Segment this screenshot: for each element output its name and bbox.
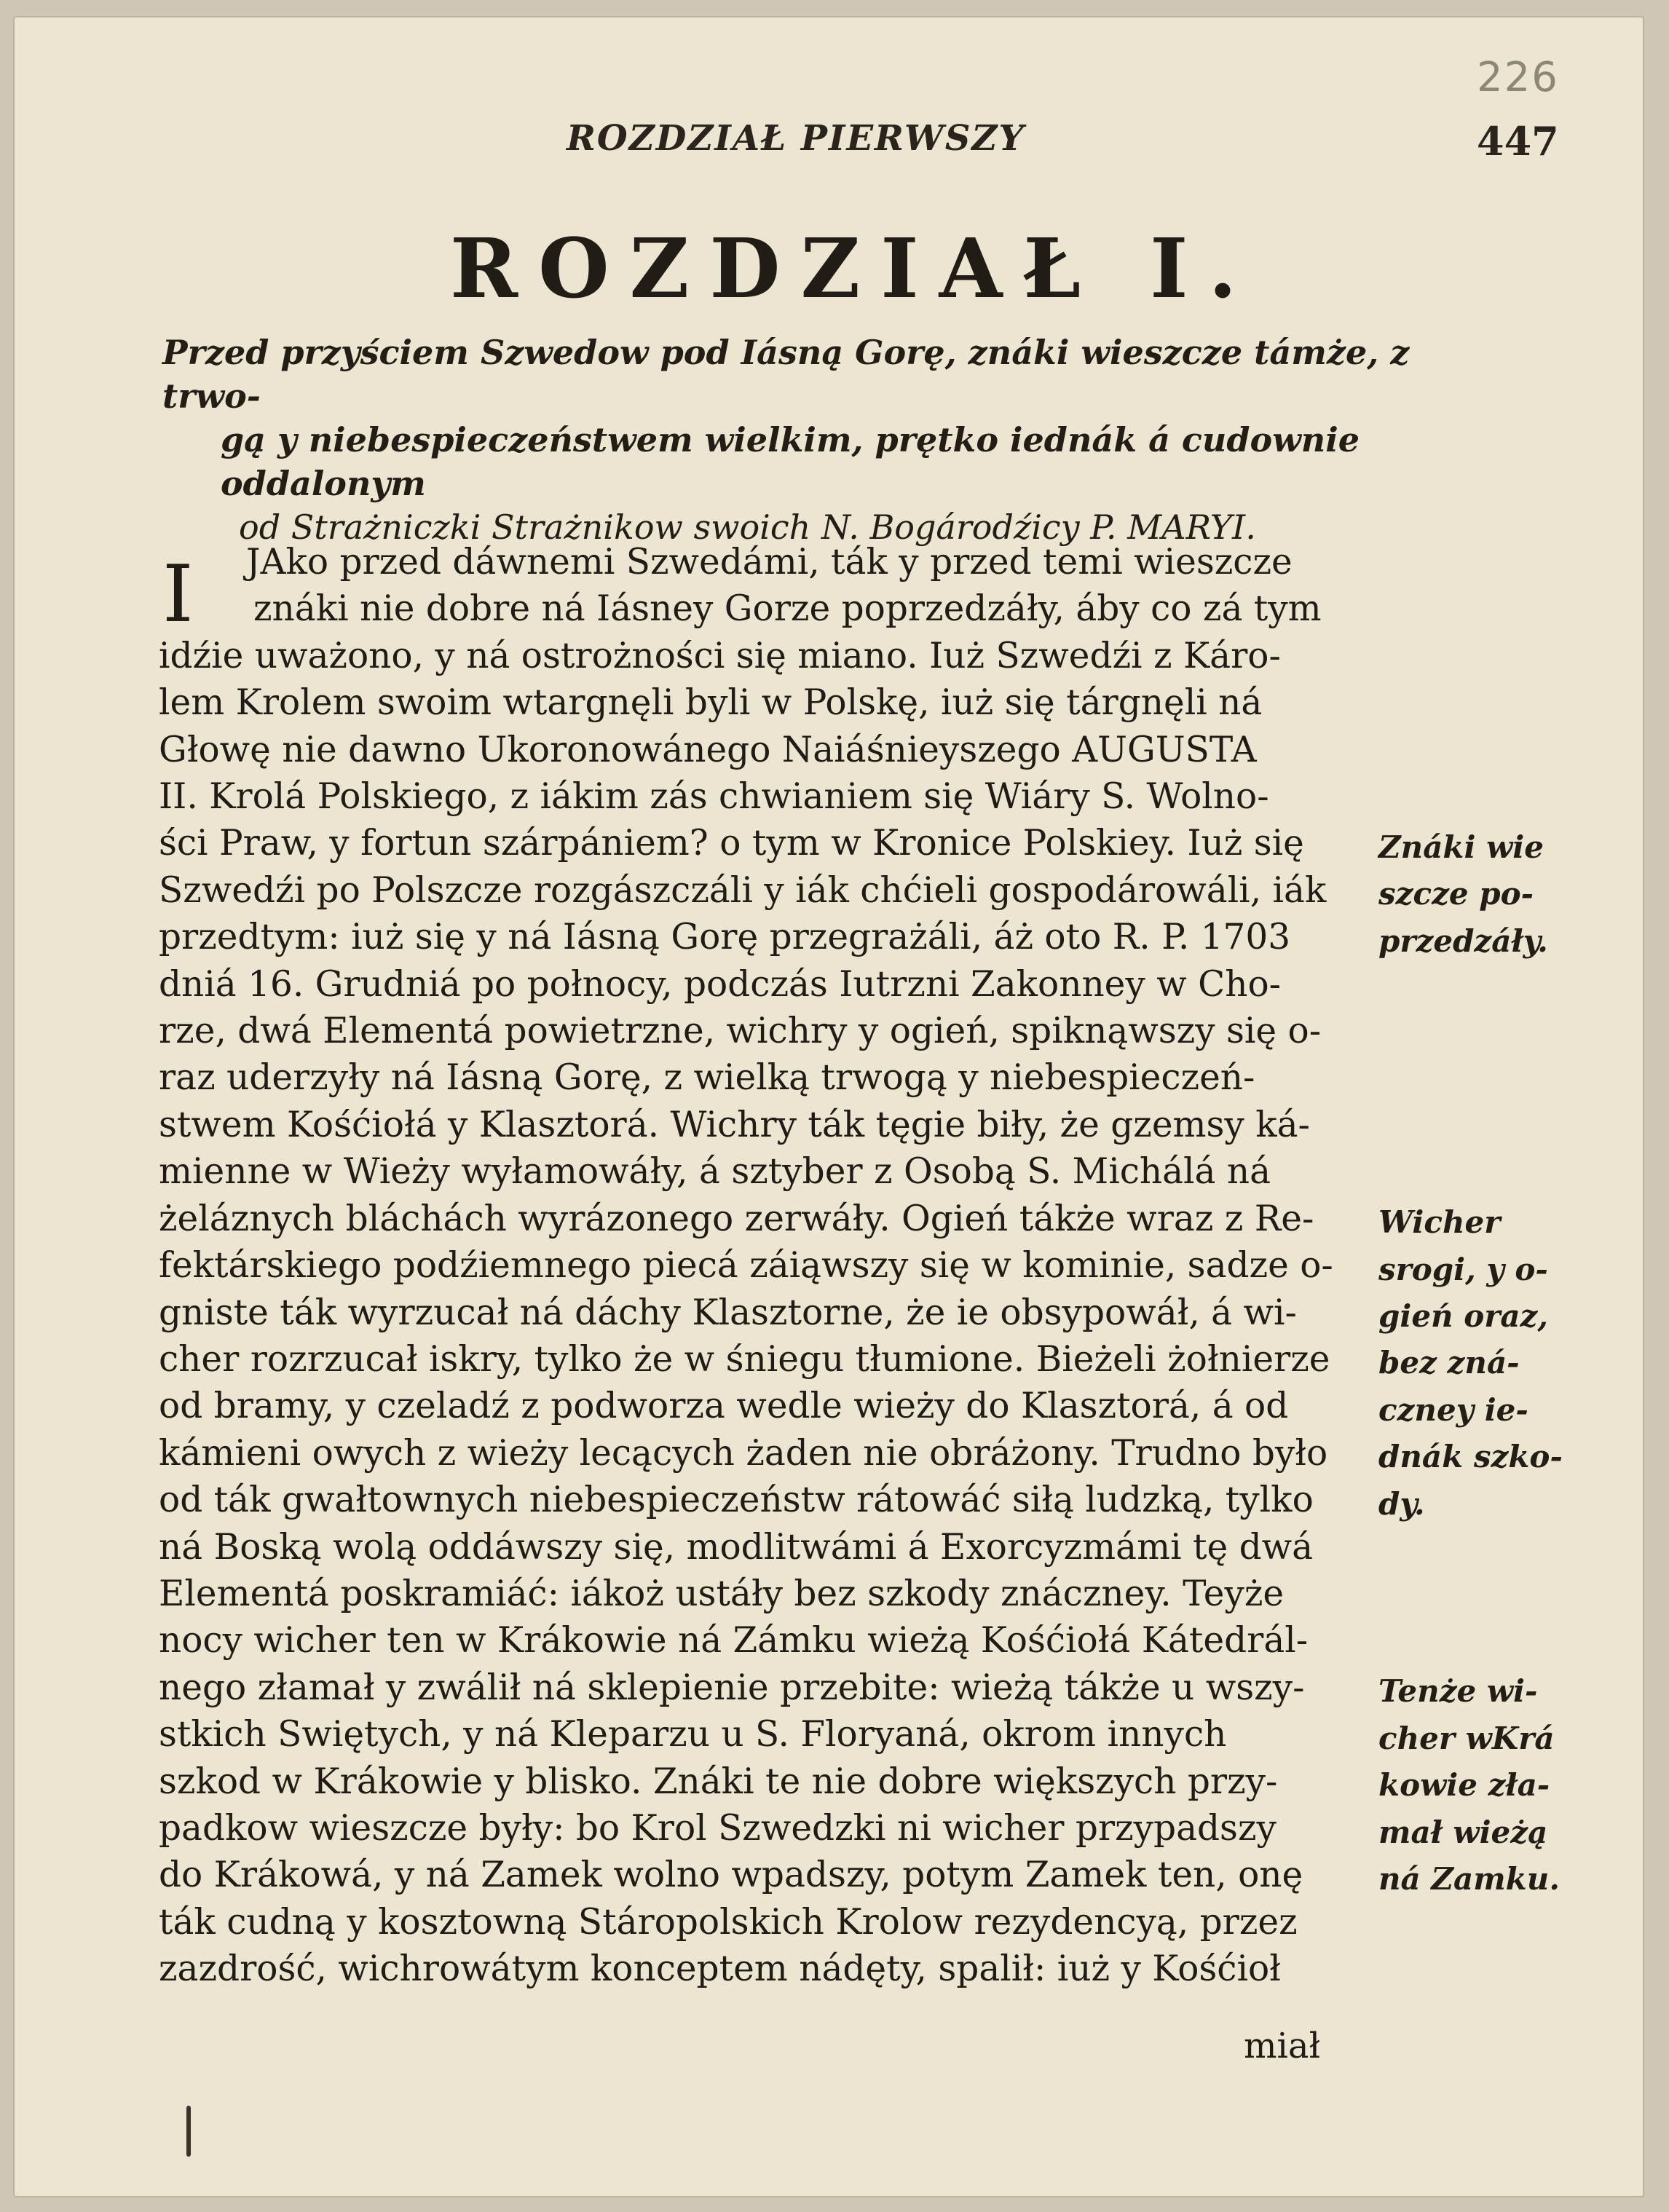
body-line: nocy wicher ten w Krákowie ná Zámku wieżą Kośćiołá Kátedrál- <box>159 1620 1309 1662</box>
body-line: cher rozrzucał iskry, tylko że w śniegu tłumione. Bieżeli żołnierze <box>159 1338 1330 1380</box>
summary-line: od Strażniczki Strażnikow swoich N. Bogárodźicy P. MARYI. <box>239 507 1256 547</box>
margin-note-line: przedzáły. <box>1378 923 1548 959</box>
margin-note-line <box>1378 1012 1582 1059</box>
margin-note-line <box>1378 965 1582 1011</box>
margin-note-line <box>1378 1622 1582 1668</box>
margin-note-line: ná Zamku. <box>1378 1860 1560 1897</box>
chapter-summary <box>162 331 1473 549</box>
chapter-title: ROZDZIAŁ I. <box>450 221 1258 317</box>
body-line: stwem Kośćiołá y Klasztorá. Wichry ták tęgie biły, że gzemsy ká- <box>159 1104 1310 1145</box>
summary-line: Przed przyściem Szwedow pod Iásną Gorę, znáki wieszcze támże, z trwo- <box>162 333 1410 416</box>
margin-note-line: bez zná- <box>1378 1345 1520 1381</box>
body-line: rze, dwá Elementá powietrzne, wichry y ogień, spiknąwszy się o- <box>159 1011 1322 1052</box>
margin-note-line: szcze po- <box>1378 876 1534 912</box>
catchword: miał <box>1244 2026 1321 2066</box>
ink-mark <box>186 2106 191 2157</box>
body-line: przedtym: iuż się y ná Iásną Gorę przegrażáli, áż oto R. P. 1703 <box>159 917 1291 958</box>
body-line: Głowę nie dawno Ukoronowánego Naiáśnieyszego AUGUSTA <box>159 729 1257 770</box>
body-line: zazdrość, wichrowátym konceptem nádęty, spalił: iuż y Kośćioł <box>159 1948 1281 1990</box>
body-line: mienne w Wieży wyłamowáły, á sztyber z Osobą S. Michálá ná <box>159 1151 1271 1193</box>
margin-note-line: dnák szko- <box>1378 1439 1563 1475</box>
margin-note-line: srogi, y o- <box>1378 1251 1548 1287</box>
body-line: gniste ták wyrzucał ná dáchy Klasztorne, że ie obsypowáł, á wi- <box>159 1292 1297 1333</box>
margin-note-line <box>1378 1575 1582 1622</box>
folio-number: 447 <box>1477 118 1559 165</box>
body-line: kámieni owych z wieży lecących żaden nie obráżony. Trudno było <box>159 1432 1328 1474</box>
margin-note-line: gień oraz, <box>1378 1298 1549 1335</box>
body-line: znáki nie dobre ná Iásney Gorze poprzedzáły, áby co zá tym <box>253 588 1322 630</box>
margin-note-line: Wicher <box>1378 1204 1501 1241</box>
body-line: lem Krolem swoim wtargnęli byli w Polskę, iuż się tárgnęli ná <box>159 682 1263 724</box>
margin-notes <box>1378 824 1582 1903</box>
pencil-page-number: 226 <box>1477 54 1559 101</box>
margin-note-line <box>1378 1528 1582 1574</box>
body-line: szkod w Krákowie y blisko. Znáki te nie dobre większych przy- <box>159 1761 1278 1802</box>
margin-note-line: Tenże wi- <box>1378 1673 1538 1710</box>
body-line: żeláznych bláchách wyrázonego zerwáły. Ogień tákże wraz z Re- <box>159 1198 1314 1239</box>
margin-note-line: dy. <box>1378 1485 1425 1522</box>
margin-note-line: mał wieżą <box>1378 1814 1548 1850</box>
body-line: od bramy, y czeladź z podworza wedle wieży do Klasztorá, á od <box>159 1386 1289 1427</box>
body-line: padkow wieszcze były: bo Krol Szwedzki ni wicher przypadszy <box>159 1807 1277 1849</box>
margin-note-line: Znáki wie <box>1378 829 1544 865</box>
body-line: ná Boską wolą oddáwszy się, modlitwámi á Exorcyzmámi tę dwá <box>159 1526 1314 1568</box>
margin-note-line: cher wKrá <box>1378 1720 1555 1756</box>
margin-note-line <box>1378 1153 1582 1199</box>
running-head: ROZDZIAŁ PIERWSZY <box>567 118 1025 159</box>
summary-line: gą y niebespieczeństwem wielkim, prętko iednák á cudownie oddalonym <box>221 420 1360 503</box>
margin-note-line <box>1378 1105 1582 1152</box>
book-page <box>13 16 1644 2197</box>
body-line: stkich Swiętych, y ná Kleparzu u S. Floryaná, okrom innych <box>159 1714 1227 1755</box>
body-line: ták cudną y kosztowną Stáropolskich Krolow rezydencyą, przez <box>159 1901 1298 1943</box>
body-line: fektárskiego podźiemnego piecá záiąwszy się w kominie, sadze o- <box>159 1245 1333 1287</box>
body-line: od ták gwałtownych niebespieczeństw rátowáć siłą ludzką, tylko <box>159 1480 1314 1521</box>
body-line: Elementá poskramiáć: iákoż ustáły bez szkody znáczney. Teyże <box>159 1573 1285 1614</box>
body-line: Szwedźi po Polszcze rozgászczáli y iák chćieli gospodárowáli, iák <box>159 869 1327 911</box>
body-line: nego złamał y zwálił ná sklepienie przebite: wieżą tákże u wszy- <box>159 1667 1305 1708</box>
body-line: idźie uważono, y ná ostrożności się miano. Iuż Szwedźi z Káro- <box>159 635 1281 676</box>
margin-note-line <box>1378 1059 1582 1105</box>
body-line: do Krákowá, y ná Zamek wolno wpadszy, potym Zamek ten, onę <box>159 1854 1303 1896</box>
body-line: dniá 16. Grudniá po połnocy, podczás Iutrzni Zakonney w Cho- <box>159 963 1282 1005</box>
drop-cap: I <box>162 549 194 640</box>
body-line: ści Praw, y fortun szárpániem? o tym w Kronice Polskiey. Iuż się <box>159 823 1304 864</box>
margin-note-line: czney ie- <box>1378 1391 1528 1428</box>
body-text <box>159 539 1411 1993</box>
margin-note-line: kowie zła- <box>1378 1767 1550 1804</box>
body-line: II. Krolá Polskiego, z iákim zás chwianiem się Wiáry S. Wolno- <box>159 776 1269 818</box>
body-line: JAko przed dáwnemi Szwedámi, ták y przed temi wieszcze <box>246 542 1293 582</box>
body-line: raz uderzyły ná Iásną Gorę, z wielką trwogą y niebespieczeń- <box>159 1057 1255 1099</box>
